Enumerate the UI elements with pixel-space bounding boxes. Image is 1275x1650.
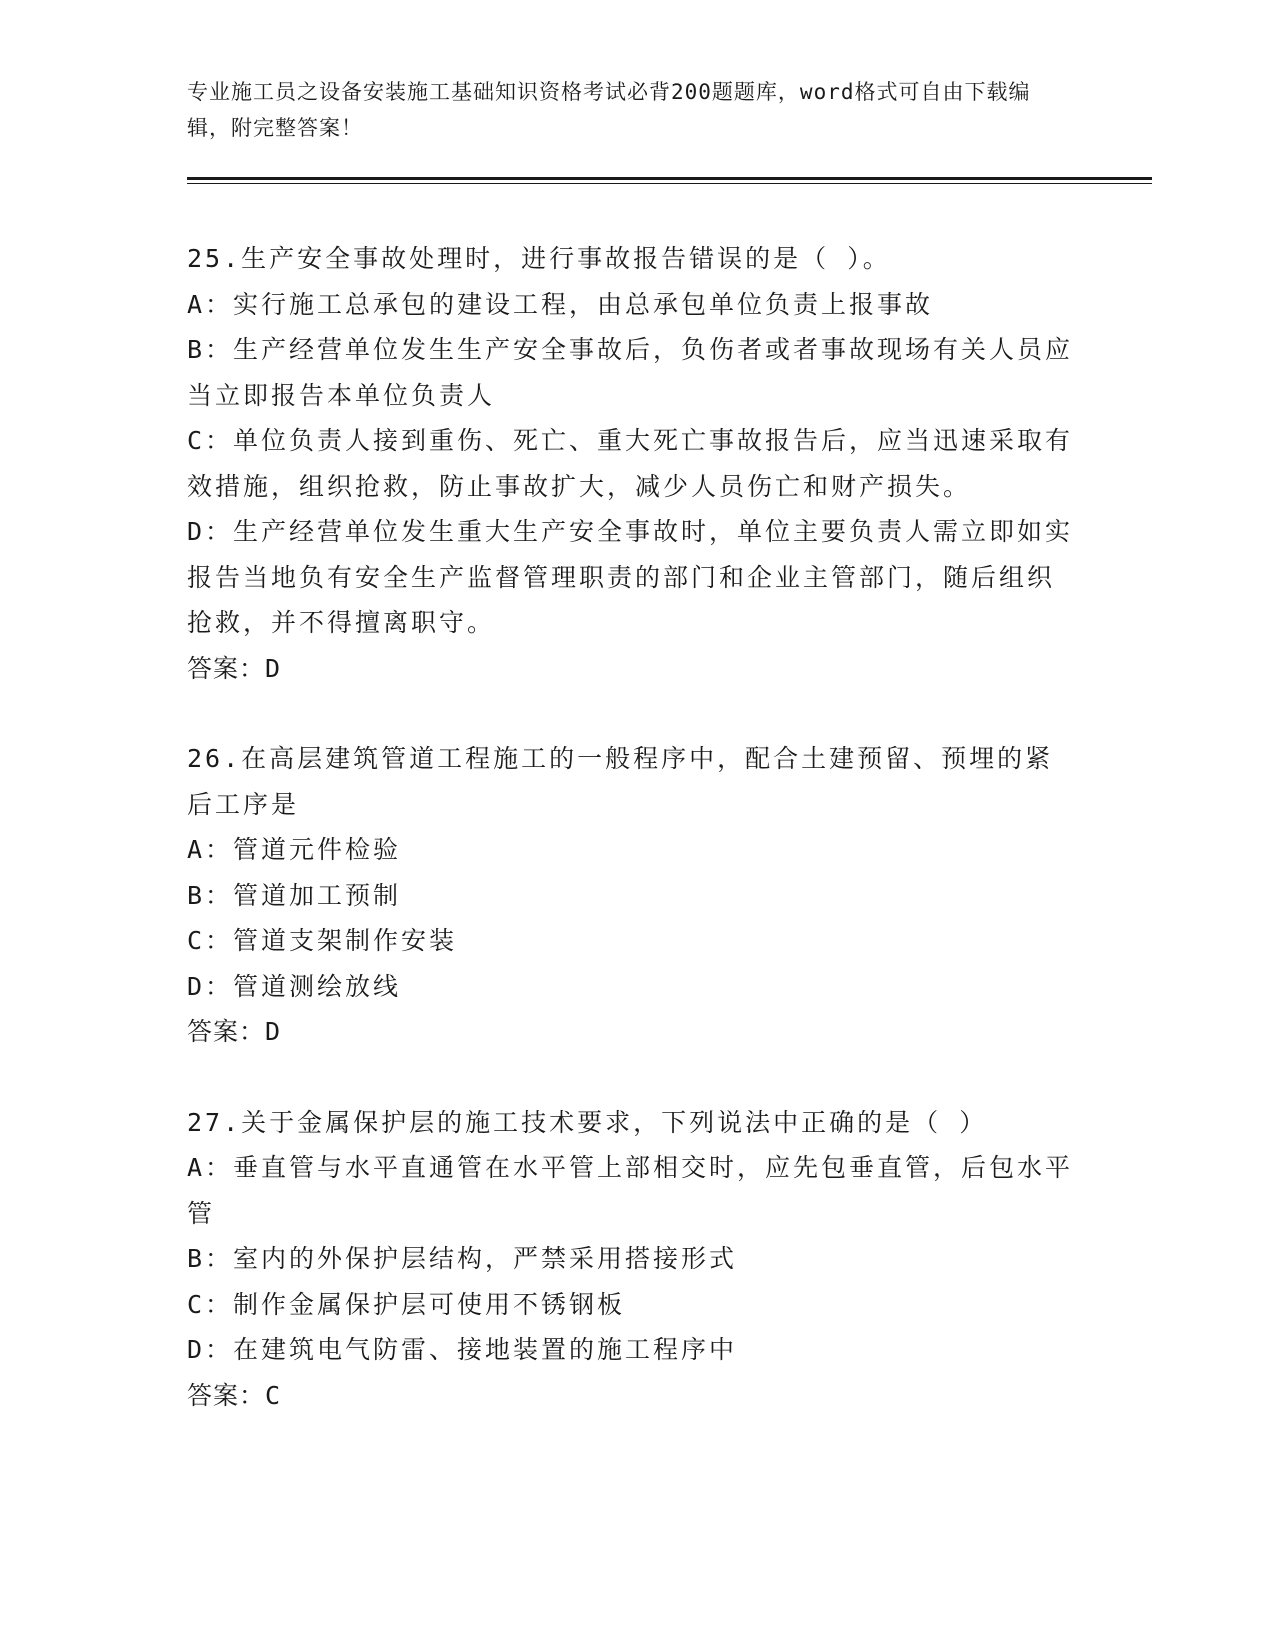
question-stem: 27.关于金属保护层的施工技术要求，下列说法中正确的是（ ） [187,1107,988,1137]
answer-label: 答案：D [187,653,282,683]
header-divider-thick [187,177,1152,180]
question-27 [187,1100,1077,1419]
option-a: A：实行施工总承包的建设工程，由总承包单位负责上报事故 [187,289,934,319]
header-divider-thin [187,183,1152,184]
option-b: B：生产经营单位发生生产安全事故后，负伤者或者事故现场有关人员应当立即报告本单位负责人 [187,335,1074,410]
answer-label: 答案：C [187,1380,282,1410]
option-c: C：制作金属保护层可使用不锈钢板 [187,1289,626,1319]
question-stem: 26.在高层建筑管道工程施工的一般程序中，配合土建预留、预埋的紧后工序是 [187,744,1054,819]
option-b: B：室内的外保护层结构，严禁采用搭接形式 [187,1244,738,1273]
option-d: D：生产经营单位发生重大生产安全事故时，单位主要负责人需立即如实报告当地负有安全生产监督管理职责的部门和企业主管部门，随后组织抢救，并不得擅离职守。 [187,517,1074,637]
option-a: A：垂直管与水平直通管在水平管上部相交时，应先包垂直管，后包水平管 [187,1153,1074,1228]
question-list [187,236,1077,1463]
option-c: C：管道支架制作安装 [187,926,458,955]
question-26 [187,736,1077,1055]
option-b: B：管道加工预制 [187,880,402,910]
question-stem: 25.生产安全事故处理时，进行事故报告错误的是（ ）。 [187,244,891,273]
answer-label: 答案：D [187,1017,282,1046]
option-c: C：单位负责人接到重伤、死亡、重大死亡事故报告后，应当迅速采取有效措施，组织抢救，防止事故扩大，减少人员伤亡和财产损失。 [187,426,1074,501]
option-a: A：管道元件检验 [187,835,402,864]
header-title: 专业施工员之设备安装施工基础知识资格考试必背200题题库，word格式可自由下载编辑，附完整答案！ [187,80,1031,140]
option-d: D：管道测绘放线 [187,971,402,1001]
option-d: D：在建筑电气防雷、接地装置的施工程序中 [187,1335,738,1364]
question-25 [187,236,1077,691]
document-header [187,74,1067,146]
